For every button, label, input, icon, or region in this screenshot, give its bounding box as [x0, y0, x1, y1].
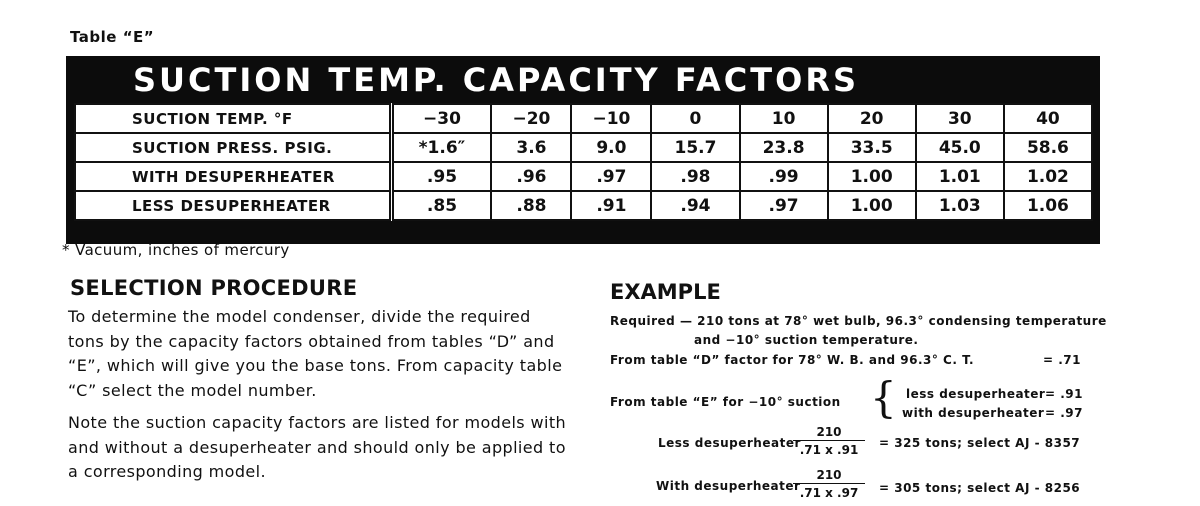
calc-less-label: Less desuperheater [658, 436, 801, 450]
table-cell: 1.00 [828, 162, 916, 191]
capacity-factors-table [74, 103, 1093, 221]
table-cell: 15.7 [651, 133, 739, 162]
table-cell: .98 [651, 162, 739, 191]
calc-with-fraction [793, 468, 865, 500]
selection-paragraph-2: Note the suction capacity factors are listed for models with and without a desuperheater and should only be applied to a corresponding model. [68, 413, 567, 481]
table-cell: −30 [391, 104, 491, 133]
table-row [75, 162, 1092, 191]
example-required-line-2: and −10° suction temperature. [694, 333, 919, 347]
table-cell: −20 [491, 104, 571, 133]
table-label: Table “E” [70, 28, 155, 46]
table-cell: .97 [740, 191, 828, 220]
example-with-label: with desuperheater [902, 406, 1045, 420]
calc-with-numerator: 210 [816, 468, 842, 482]
table-row [75, 133, 1092, 162]
table-cell: 1.00 [828, 191, 916, 220]
table-row [75, 191, 1092, 220]
table-cell: .85 [391, 191, 491, 220]
example-table-d-line: From table “D” factor for 78° W. B. and 96.3° C. T. [610, 353, 975, 367]
calc-with-label: With desuperheater [656, 479, 801, 493]
table-cell: .95 [391, 162, 491, 191]
table-cell: .94 [651, 191, 739, 220]
row-header: LESS DESUPERHEATER [75, 191, 391, 220]
example-table-e-line: From table “E” for −10° suction [610, 395, 841, 409]
capacity-factors-table-panel [66, 56, 1100, 244]
example-with-value: = .97 [1045, 406, 1083, 420]
table-cell: 45.0 [916, 133, 1004, 162]
example-less-label: less desuperheater [906, 387, 1046, 401]
table-cell: 3.6 [491, 133, 571, 162]
calc-less-result: = 325 tons; select AJ - 8357 [879, 436, 1081, 450]
example-table-d-value: = .71 [1043, 353, 1081, 367]
table-cell: 58.6 [1004, 133, 1092, 162]
table-cell: .91 [571, 191, 651, 220]
row-header: SUCTION PRESS. PSIG. [75, 133, 391, 162]
calc-less-numerator: 210 [816, 425, 842, 439]
table-cell: −10 [571, 104, 651, 133]
calc-less-fraction [793, 425, 865, 457]
table-cell: 1.01 [916, 162, 1004, 191]
table-cell: .96 [491, 162, 571, 191]
table-cell: 1.02 [1004, 162, 1092, 191]
row-header: SUCTION TEMP. °F [75, 104, 391, 133]
example-required-line-1: Required — 210 tons at 78° wet bulb, 96.3° condensing temperature [610, 314, 1107, 328]
table-cell: 20 [828, 104, 916, 133]
footnote: * Vacuum, inches of mercury [62, 241, 290, 259]
calc-less-denominator: .71 x .91 [793, 440, 865, 457]
table-cell: .88 [491, 191, 571, 220]
table-cell: *1.6″ [391, 133, 491, 162]
table-cell: 23.8 [740, 133, 828, 162]
selection-heading: SELECTION PROCEDURE [70, 276, 358, 300]
calc-with-result: = 305 tons; select AJ - 8256 [879, 481, 1081, 495]
calc-with-denominator: .71 x .97 [793, 483, 865, 500]
table-cell: 1.06 [1004, 191, 1092, 220]
table-cell: 1.03 [916, 191, 1004, 220]
table-cell: 10 [740, 104, 828, 133]
table-cell: .97 [571, 162, 651, 191]
table-row [75, 104, 1092, 133]
table-cell: 9.0 [571, 133, 651, 162]
table-cell: .99 [740, 162, 828, 191]
row-header: WITH DESUPERHEATER [75, 162, 391, 191]
example-less-value: = .91 [1045, 387, 1083, 401]
selection-paragraph-1: To determine the model condenser, divide the required tons by the capacity factors obtained from tables “D” and “E”, which will give you the base tons. From capacity table “C” select the model number. [68, 307, 563, 400]
brace-symbol: { [870, 373, 897, 422]
table-cell: 0 [651, 104, 739, 133]
table-cell: 40 [1004, 104, 1092, 133]
table-cell: 30 [916, 104, 1004, 133]
table-title: SUCTION TEMP. CAPACITY FACTORS [133, 61, 859, 99]
example-heading: EXAMPLE [610, 280, 721, 304]
table-cell: 33.5 [828, 133, 916, 162]
